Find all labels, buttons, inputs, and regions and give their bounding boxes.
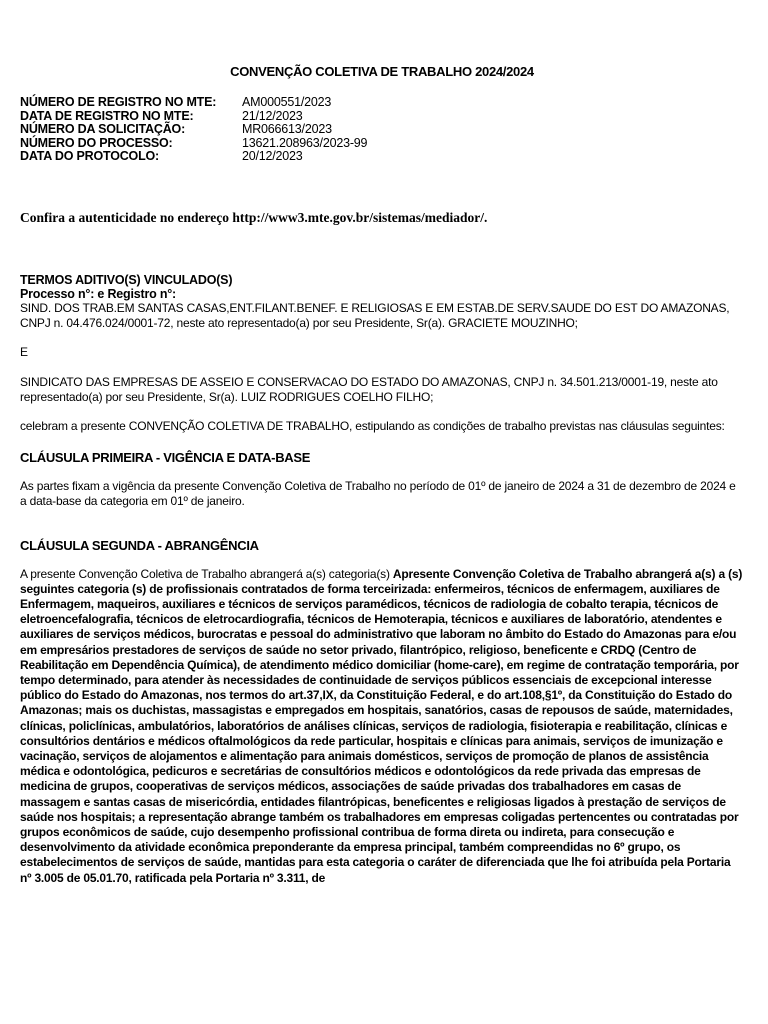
connector-e: E <box>20 345 28 360</box>
field-label: DATA DO PROTOCOLO: <box>20 149 159 164</box>
clause2-body-intro: A presente Convenção Coletiva de Trabalho abrangerá a(s) categoria(s) <box>20 566 393 581</box>
field-label: NÚMERO DE REGISTRO NO MTE: <box>20 95 217 109</box>
field-label: NÚMERO DA SOLICITAÇÃO: <box>20 122 186 137</box>
field-label: DATA DE REGISTRO NO MTE: <box>20 108 194 123</box>
field-row-protocolo <box>20 150 744 164</box>
document-title: CONVENÇÃO COLETIVA DE TRABALHO 2024/2024 <box>230 64 534 79</box>
clause2-body <box>20 567 744 886</box>
authenticity-notice: Confira a autenticidade no endereço http://www3.mte.gov.br/sistemas/mediador/. <box>20 209 488 225</box>
linked-terms-heading: TERMOS ADITIVO(S) VINCULADO(S) <box>20 272 233 287</box>
party1-text: SIND. DOS TRAB.EM SANTAS CASAS,ENT.FILANT.BENEF. E RELIGIOSAS E EM ESTAB.DE SERV.SAUDE DO EST DO AMAZONAS, CNPJ n. 04.476.024/0001-72, neste ato representado(a) por seu Presidente, Sr(a). GRACIETE MOUZINHO; <box>20 300 730 331</box>
field-value: 21/12/2023 <box>242 108 303 123</box>
field-value: MR066613/2023 <box>242 122 332 137</box>
field-row-processo <box>20 137 744 151</box>
clause1-body: As partes fixam a vigência da presente Convenção Coletiva de Trabalho no período de 01º de janeiro de 2024 a 31 de dezembro de 2024 e a data-base da categoria em 01º de janeiro. <box>20 479 736 509</box>
linked-terms-section <box>20 273 744 434</box>
field-value: 20/12/2023 <box>242 149 303 164</box>
party2-text: SINDICATO DAS EMPRESAS DE ASSEIO E CONSERVACAO DO ESTADO DO AMAZONAS, CNPJ n. 34.501.213/0001-19, neste ato representado(a) por seu Presidente, Sr(a). LUIZ RODRIGUES COELHO FILHO; <box>20 374 718 404</box>
field-value: AM000551/2023 <box>242 95 332 109</box>
field-value: 13621.208963/2023-99 <box>242 135 368 150</box>
processo-registro-subheading: Processo n°: e Registro n°: <box>20 286 177 301</box>
clause2-body-bold: Apresente Convenção Coletiva de Trabalho abrangerá a(s) a (s) seguintes categoria (s) de profissionais contratados de forma terceirizada: enfermeiros, técnicos de enfermagem, auxiliares de Enfermagem, maqueiros, auxiliares e técnicos de serviços paramédicos, técnicos de radiologia de cobalto terapia, técnicos de eletroencefalografia, técnicos de eletrocardiografia, técnicos de Hemoterapia, técnicos e auxiliares de laboratório, atendentes e auxiliares de serviços médicos, burocratas e pessoal do administrativo que laboram no âmbito do Estado do Amazonas para e/ou em empresários prestadores de serviços de saúde no setor privado, filantrópico, religioso, beneficente e CRDQ (Centro de Reabilitação em Dependência Química), de atendimento médico domiciliar (home-care), em regime de contratação temporária, por tempo determinado, para atender às necessidades de continuidade de serviços públicos essenciais de excepcional interesse público do Estado do Amazonas, nos termos do art.37,IX, da Constituição Federal, e do art.108,§1º, da Constituição do Estado do Amazonas; mais os duchistas, massagistas e empregados em hospitais, sanatórios, casas de repousos de saúde, maternidades, clínicas, policlínicas, ambulatórios, laboratórios de análises clínicas, serviços de radiologia, fisioterapia e reabilitação, clínicas e consultórios dentários e médicos oftalmológicos da rede particular, hospitais e clínicas para animais, serviços de imunização e vacinação, serviços de alojamentos e alimentação para animais domésticos, serviços de promoção de planos de assistência médica e odontológica, pedicuros e secretárias de consultórios médicos e odontológicos da rede privada das empresas de medicina de grupos, cooperativas de serviços médicos, associações de saúde privadas dos trabalhadores em casas de massagem e santas casas de misericórdia, entidades filantrópicas, beneficentes e religiosas ligados à prestação de serviços de saúde nos hospitais; a representação abrange também os trabalhadores em empresas coligadas pertencentes ou contratadas por grupos econômicos de saúde, cujo desempenho profissional contribua de forma direta ou indireta, para consecução e desenvolvimento da atividade econômica preponderante da empresa principal, também compreendidas no 6º grupo, os estabelecimentos de serviços de saúde, mantidas para esta categoria o caráter de diferenciada que lhe foi atribuída pela Portaria nº 3.005 de 05.01.70, ratificada pela Portaria nº 3.311, de <box>20 566 743 885</box>
field-row-solicitacao <box>20 123 744 137</box>
field-row-registro-numero <box>20 96 744 110</box>
field-label: NÚMERO DO PROCESSO: <box>20 135 173 150</box>
registration-fields <box>20 96 744 164</box>
celebration-text: celebram a presente CONVENÇÃO COLETIVA DE TRABALHO, estipulando as condições de trabalho previstas nas cláusulas seguintes: <box>20 418 725 433</box>
clause1-heading: CLÁUSULA PRIMEIRA - VIGÊNCIA E DATA-BASE <box>20 450 311 466</box>
clause2-heading: CLÁUSULA SEGUNDA - ABRANGÊNCIA <box>20 537 259 553</box>
